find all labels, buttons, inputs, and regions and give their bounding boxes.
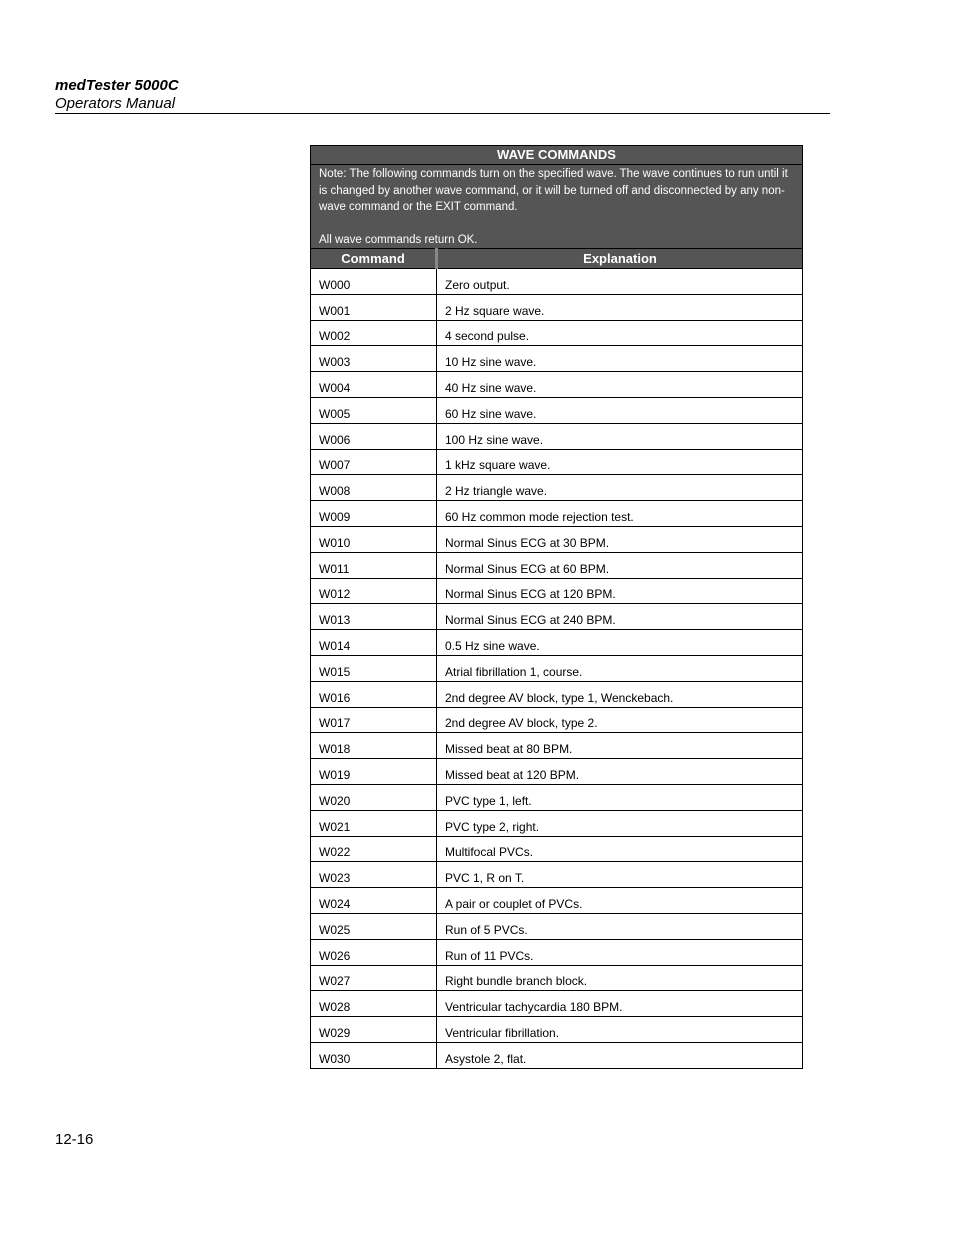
command-cell: W006: [311, 423, 437, 449]
explanation-cell: 1 kHz square wave.: [437, 449, 803, 475]
command-cell: W002: [311, 320, 437, 346]
table-row: [311, 578, 803, 604]
command-cell: W000: [311, 269, 437, 295]
column-header-row: [311, 249, 803, 269]
table-row: [311, 681, 803, 707]
explanation-cell: 0.5 Hz sine wave.: [437, 630, 803, 656]
table-row: [311, 784, 803, 810]
command-cell: W024: [311, 888, 437, 914]
explanation-cell: Multifocal PVCs.: [437, 836, 803, 862]
table-row: [311, 423, 803, 449]
wave-commands-table: [310, 145, 803, 1069]
explanation-cell: 2 Hz square wave.: [437, 294, 803, 320]
table-note-row: [311, 165, 803, 249]
explanation-cell: Normal Sinus ECG at 30 BPM.: [437, 526, 803, 552]
table-note: [311, 165, 803, 249]
table-row: [311, 655, 803, 681]
table-row: [311, 630, 803, 656]
command-cell: W022: [311, 836, 437, 862]
command-cell: W015: [311, 655, 437, 681]
explanation-cell: Right bundle branch block.: [437, 965, 803, 991]
explanation-cell: Atrial fibrillation 1, course.: [437, 655, 803, 681]
table-row: [311, 888, 803, 914]
command-cell: W011: [311, 552, 437, 578]
table-row: [311, 552, 803, 578]
explanation-cell: PVC type 2, right.: [437, 810, 803, 836]
manual-title: Operators Manual: [55, 95, 176, 112]
command-cell: W001: [311, 294, 437, 320]
command-cell: W012: [311, 578, 437, 604]
command-cell: W003: [311, 346, 437, 372]
explanation-cell: Zero output.: [437, 269, 803, 295]
explanation-cell: 10 Hz sine wave.: [437, 346, 803, 372]
command-cell: W021: [311, 810, 437, 836]
table-row: [311, 397, 803, 423]
explanation-cell: Normal Sinus ECG at 240 BPM.: [437, 604, 803, 630]
command-cell: W009: [311, 501, 437, 527]
command-cell: W017: [311, 707, 437, 733]
table-title: WAVE COMMANDS: [311, 146, 803, 165]
table-row: [311, 320, 803, 346]
command-cell: W004: [311, 372, 437, 398]
product-name: medTester 5000C: [55, 77, 179, 94]
table-row: [311, 810, 803, 836]
command-cell: W013: [311, 604, 437, 630]
page-header: [55, 76, 830, 113]
table-row: [311, 269, 803, 295]
explanation-cell: Normal Sinus ECG at 120 BPM.: [437, 578, 803, 604]
table-row: [311, 1017, 803, 1043]
table-row: [311, 449, 803, 475]
table-row: [311, 475, 803, 501]
table-row: [311, 501, 803, 527]
command-cell: W027: [311, 965, 437, 991]
command-cell: W026: [311, 939, 437, 965]
explanation-cell: 2nd degree AV block, type 1, Wenckebach.: [437, 681, 803, 707]
table-row: [311, 1042, 803, 1068]
command-cell: W023: [311, 862, 437, 888]
command-cell: W007: [311, 449, 437, 475]
table-row: [311, 836, 803, 862]
explanation-cell: Run of 11 PVCs.: [437, 939, 803, 965]
command-cell: W028: [311, 991, 437, 1017]
table-row: [311, 991, 803, 1017]
column-header-command: Command: [311, 249, 437, 269]
command-cell: W030: [311, 1042, 437, 1068]
explanation-cell: 2nd degree AV block, type 2.: [437, 707, 803, 733]
explanation-cell: Run of 5 PVCs.: [437, 913, 803, 939]
command-cell: W005: [311, 397, 437, 423]
explanation-cell: Missed beat at 120 BPM.: [437, 759, 803, 785]
table-row: [311, 913, 803, 939]
table-row: [311, 346, 803, 372]
table-row: [311, 604, 803, 630]
table-title-row: [311, 146, 803, 165]
command-cell: W016: [311, 681, 437, 707]
explanation-cell: Asystole 2, flat.: [437, 1042, 803, 1068]
command-cell: W025: [311, 913, 437, 939]
table-row: [311, 759, 803, 785]
explanation-cell: Ventricular fibrillation.: [437, 1017, 803, 1043]
explanation-cell: 60 Hz sine wave.: [437, 397, 803, 423]
header-divider: [55, 113, 830, 114]
explanation-cell: Ventricular tachycardia 180 BPM.: [437, 991, 803, 1017]
page-number: 12-16: [55, 1131, 94, 1148]
table-row: [311, 526, 803, 552]
command-cell: W020: [311, 784, 437, 810]
explanation-cell: Normal Sinus ECG at 60 BPM.: [437, 552, 803, 578]
explanation-cell: 40 Hz sine wave.: [437, 372, 803, 398]
table-row: [311, 862, 803, 888]
explanation-cell: PVC type 1, left.: [437, 784, 803, 810]
explanation-cell: A pair or couplet of PVCs.: [437, 888, 803, 914]
command-cell: W008: [311, 475, 437, 501]
table-row: [311, 965, 803, 991]
command-cell: W010: [311, 526, 437, 552]
table-row: [311, 372, 803, 398]
command-cell: W019: [311, 759, 437, 785]
command-cell: W014: [311, 630, 437, 656]
table-row: [311, 733, 803, 759]
explanation-cell: 100 Hz sine wave.: [437, 423, 803, 449]
table-body: [311, 269, 803, 1069]
table-row: [311, 294, 803, 320]
table-row: [311, 707, 803, 733]
explanation-cell: Missed beat at 80 BPM.: [437, 733, 803, 759]
command-cell: W029: [311, 1017, 437, 1043]
explanation-cell: 4 second pulse.: [437, 320, 803, 346]
explanation-cell: 2 Hz triangle wave.: [437, 475, 803, 501]
explanation-cell: 60 Hz common mode rejection test.: [437, 501, 803, 527]
column-header-explanation: Explanation: [437, 249, 803, 269]
command-cell: W018: [311, 733, 437, 759]
note-text: Note: The following commands turn on the specified wave. The wave continues to run until it is changed by another wave command, or it will be turned off and disconnected by any non-wave command or the EXIT command.: [319, 168, 788, 213]
wave-commands-table-container: [310, 145, 802, 1069]
note-return-text: All wave commands return OK.: [319, 233, 478, 246]
explanation-cell: PVC 1, R on T.: [437, 862, 803, 888]
table-row: [311, 939, 803, 965]
